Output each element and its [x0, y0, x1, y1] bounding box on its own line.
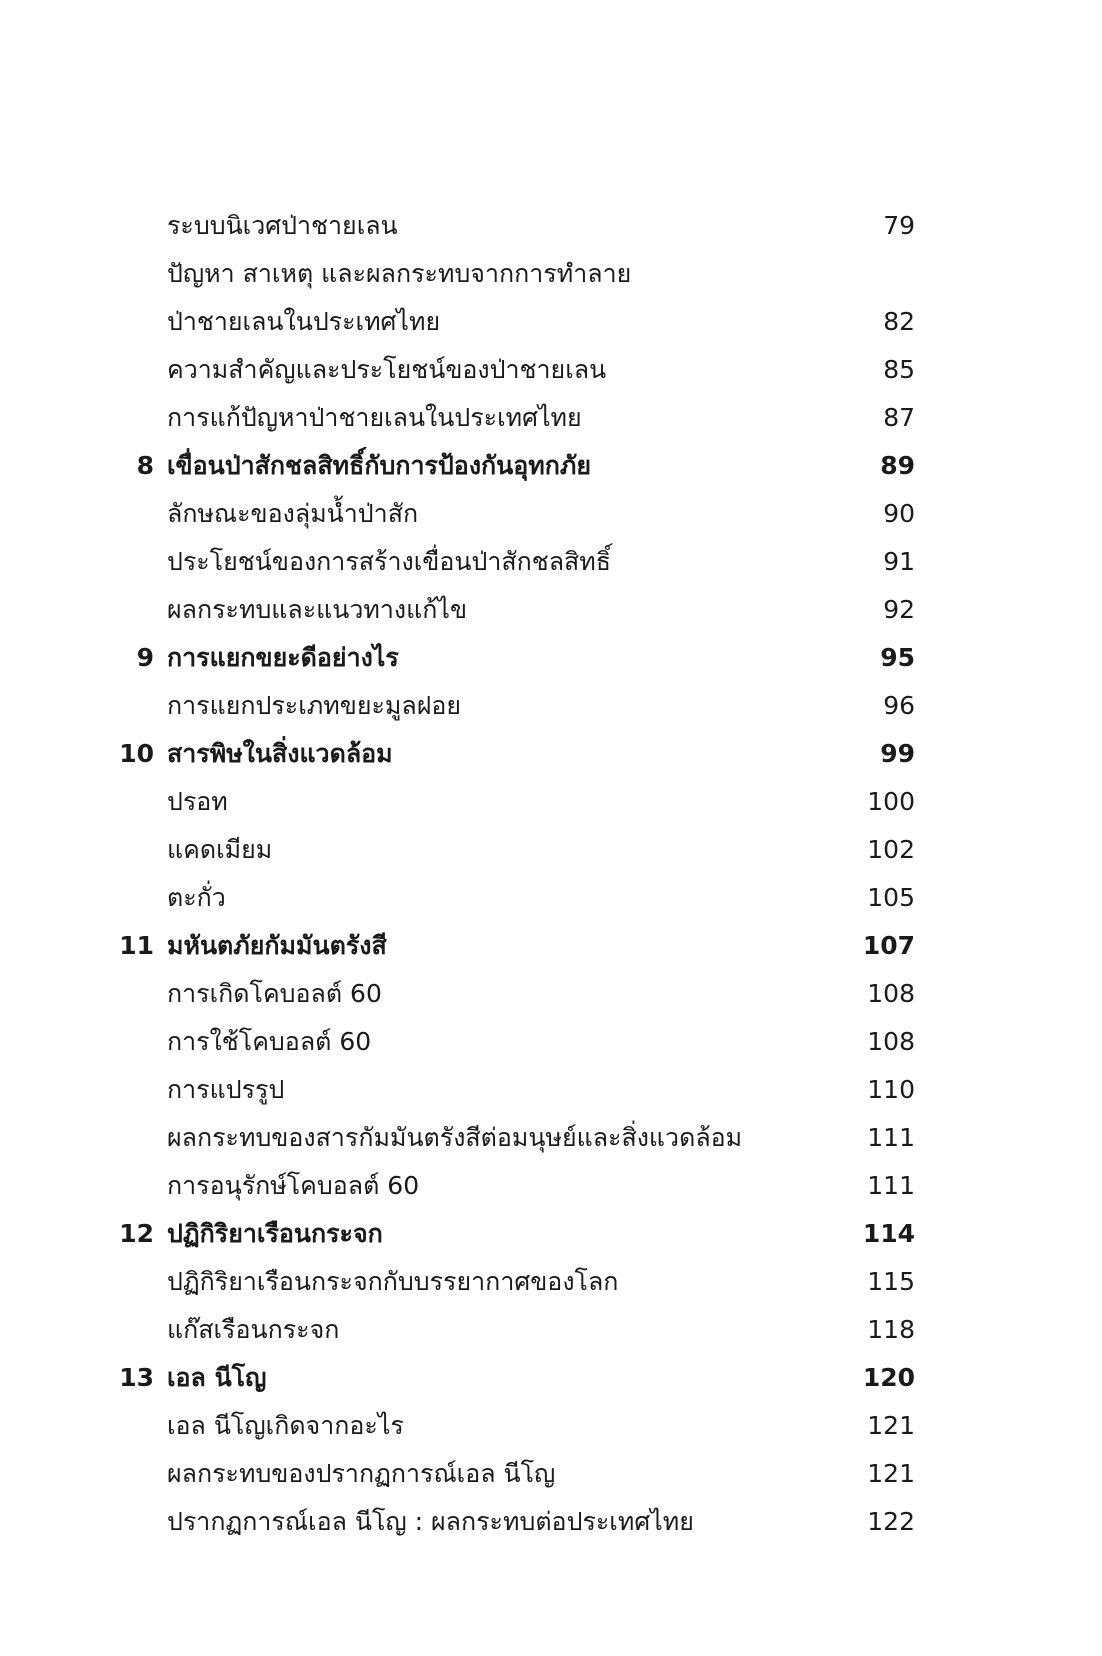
toc-section-row — [0, 1258, 1102, 1306]
section-title: ลักษณะของลุ่มน้ำป่าสัก — [167, 499, 419, 528]
page-number: 79 — [883, 211, 915, 240]
toc-chapter-row — [0, 1210, 1102, 1258]
section-title: การแยกประเภทขยะมูลฝอย — [167, 691, 462, 720]
page-number: 102 — [867, 835, 915, 864]
toc-section-row — [0, 298, 1102, 346]
section-title: การแปรรูป — [167, 1075, 285, 1104]
section-title: การเกิดโคบอลต์ 60 — [167, 979, 382, 1008]
page-number: 85 — [883, 355, 915, 384]
page-number: 87 — [883, 403, 915, 432]
page-number: 121 — [867, 1411, 915, 1440]
section-title: ผลกระทบของปรากฏการณ์เอล นีโญ — [167, 1459, 556, 1488]
chapter-number: 13 — [119, 1363, 154, 1392]
section-title: ป่าชายเลนในประเทศไทย — [167, 307, 441, 336]
page-number: 89 — [880, 451, 915, 480]
page-number: 91 — [883, 547, 915, 576]
toc-section-row — [0, 1066, 1102, 1114]
toc-section-row — [0, 1114, 1102, 1162]
section-title: การใช้โคบอลต์ 60 — [167, 1027, 372, 1056]
page-number: 92 — [883, 595, 915, 624]
page-number: 122 — [867, 1507, 915, 1536]
page-number: 114 — [862, 1219, 915, 1248]
toc-section-row — [0, 970, 1102, 1018]
page-number: 111 — [867, 1123, 915, 1152]
page-number: 90 — [883, 499, 915, 528]
section-title: ประโยชน์ของการสร้างเขื่อนป่าสักชลสิทธิ์ — [167, 547, 612, 576]
page-number: 121 — [867, 1459, 915, 1488]
section-title: แคดเมียม — [167, 835, 273, 864]
toc-section-row — [0, 682, 1102, 730]
toc-chapter-row — [0, 922, 1102, 970]
page-number: 96 — [883, 691, 915, 720]
toc-section-row — [0, 1306, 1102, 1354]
toc-section-row — [0, 394, 1102, 442]
section-title: ความสำคัญและประโยชน์ของป่าชายเลน — [167, 355, 607, 384]
chapter-title: การแยกขยะดีอย่างไร — [167, 643, 399, 672]
page-number: 82 — [883, 307, 915, 336]
page-number: 111 — [867, 1171, 915, 1200]
section-title: ผลกระทบของสารกัมมันตรังสีต่อมนุษย์และสิ่งแวดล้อม — [167, 1123, 743, 1152]
toc-chapter-row — [0, 1354, 1102, 1402]
section-title: ปรอท — [167, 787, 228, 816]
toc-section-row — [0, 1018, 1102, 1066]
section-title: แก๊สเรือนกระจก — [167, 1315, 340, 1344]
toc-chapter-row — [0, 730, 1102, 778]
toc-section-row — [0, 1450, 1102, 1498]
chapter-number: 12 — [119, 1219, 154, 1248]
toc-section-row — [0, 346, 1102, 394]
toc-section-row — [0, 250, 1102, 298]
page-number: 107 — [862, 931, 915, 960]
chapter-title: สารพิษในสิ่งแวดล้อม — [167, 739, 393, 768]
section-title: ตะกั่ว — [167, 883, 226, 912]
page-number: 95 — [880, 643, 915, 672]
section-title: การอนุรักษ์โคบอลต์ 60 — [167, 1171, 420, 1200]
section-title: ผลกระทบและแนวทางแก้ไข — [167, 595, 468, 624]
page-number: 100 — [867, 787, 915, 816]
page-number: 115 — [867, 1267, 915, 1296]
page-number: 99 — [880, 739, 915, 768]
chapter-number: 9 — [136, 643, 154, 672]
toc-section-row — [0, 202, 1102, 250]
section-title: การแก้ปัญหาป่าชายเลนในประเทศไทย — [167, 403, 582, 432]
toc-section-row — [0, 1402, 1102, 1450]
toc-section-row — [0, 538, 1102, 586]
toc-chapter-row — [0, 634, 1102, 682]
section-title: ระบบนิเวศป่าชายเลน — [167, 211, 398, 240]
toc-section-row — [0, 490, 1102, 538]
page-number: 108 — [867, 1027, 915, 1056]
section-title: ปรากฏการณ์เอล นีโญ : ผลกระทบต่อประเทศไทย — [167, 1507, 694, 1536]
section-title: เอล นีโญเกิดจากอะไร — [167, 1411, 404, 1440]
toc-section-row — [0, 1162, 1102, 1210]
section-title: ปัญหา สาเหตุ และผลกระทบจากการทำลาย — [167, 259, 632, 288]
table-of-contents — [0, 202, 1102, 1546]
toc-section-row — [0, 586, 1102, 634]
page-number: 110 — [867, 1075, 915, 1104]
toc-section-row — [0, 874, 1102, 922]
chapter-title: เขื่อนป่าสักชลสิทธิ์กับการป้องกันอุทกภัย — [167, 451, 592, 480]
page-number: 118 — [867, 1315, 915, 1344]
chapter-number: 8 — [136, 451, 154, 480]
toc-section-row — [0, 826, 1102, 874]
toc-section-row — [0, 1498, 1102, 1546]
toc-section-row — [0, 778, 1102, 826]
section-title: ปฏิกิริยาเรือนกระจกกับบรรยากาศของโลก — [167, 1267, 619, 1296]
chapter-title: ปฏิกิริยาเรือนกระจก — [167, 1219, 383, 1248]
page-number: 120 — [862, 1363, 915, 1392]
chapter-number: 10 — [119, 739, 154, 768]
page-number: 108 — [867, 979, 915, 1008]
chapter-title: เอล นีโญ — [167, 1363, 267, 1392]
page-number: 105 — [867, 883, 915, 912]
chapter-title: มหันตภัยกัมมันตรังสี — [167, 931, 387, 960]
chapter-number: 11 — [119, 931, 154, 960]
toc-chapter-row — [0, 442, 1102, 490]
